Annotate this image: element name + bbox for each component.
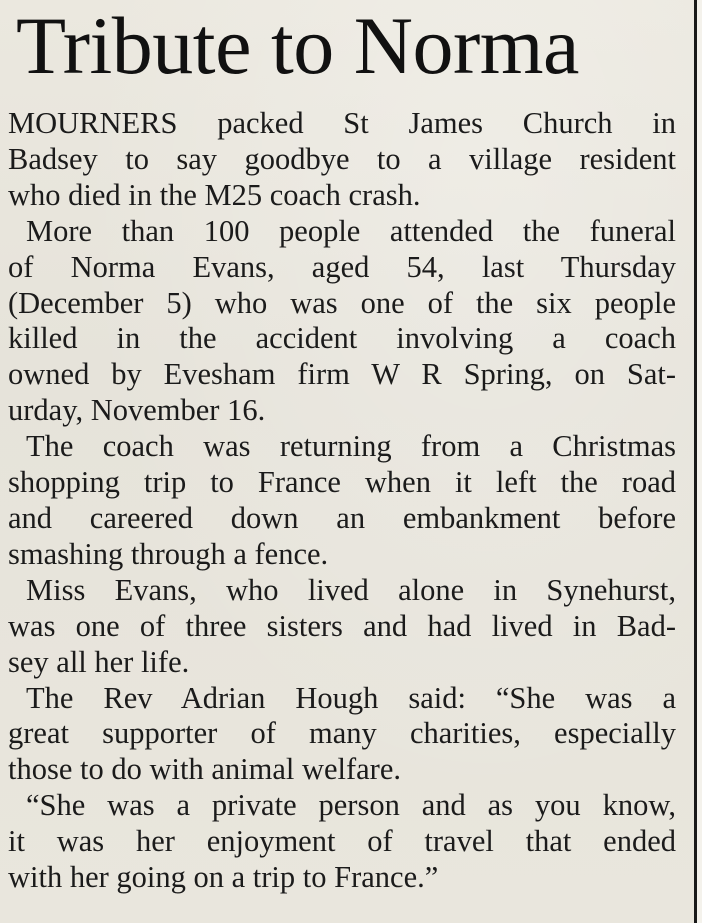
article-line: (December 5) who was one of the six people (8, 285, 676, 320)
article-line: and careered down an embankment before (8, 500, 676, 535)
article-line: it was her enjoyment of travel that ended (8, 824, 676, 859)
article-line: was one of three sisters and had lived in Bad- (8, 608, 676, 643)
headline: Tribute to Norma (16, 0, 579, 91)
paragraph-2 (8, 214, 676, 429)
article-line: smashing through a fence. (8, 536, 329, 571)
paragraph-5 (8, 681, 676, 789)
article-line: Miss Evans, who lived alone in Synehurst, (26, 572, 676, 607)
article-line: shopping trip to France when it left the road (8, 465, 676, 500)
article-line: MOURNERS packed St James Church in (8, 106, 676, 140)
paragraph-6 (8, 788, 676, 896)
article-line: owned by Evesham firm W R Spring, on Sat- (8, 357, 676, 392)
article-line: who died in the M25 coach crash. (8, 177, 421, 212)
paragraph-4 (8, 573, 676, 681)
article-line: More than 100 people attended the funeral (26, 213, 676, 248)
article-line: sey all her life. (8, 644, 190, 679)
article-line: Badsey to say goodbye to a village resident (8, 141, 676, 176)
clipping-edge (697, 0, 702, 923)
article-line: those to do with animal welfare. (8, 752, 402, 787)
article-line: The coach was returning from a Christmas (26, 429, 676, 464)
article-body (8, 106, 676, 896)
article-line: The Rev Adrian Hough said: “She was a (26, 680, 676, 715)
article-line: of Norma Evans, aged 54, last Thursday (8, 249, 676, 284)
article-line: urday, November 16. (8, 393, 266, 428)
paragraph-3 (8, 429, 676, 573)
article-line: great supporter of many charities, especially (8, 716, 676, 751)
article-line: “She was a private person and as you know, (26, 788, 676, 823)
article-line: killed in the accident involving a coach (8, 321, 676, 356)
article-line: with her going on a trip to France.” (8, 860, 439, 895)
paragraph-1 (8, 106, 676, 214)
